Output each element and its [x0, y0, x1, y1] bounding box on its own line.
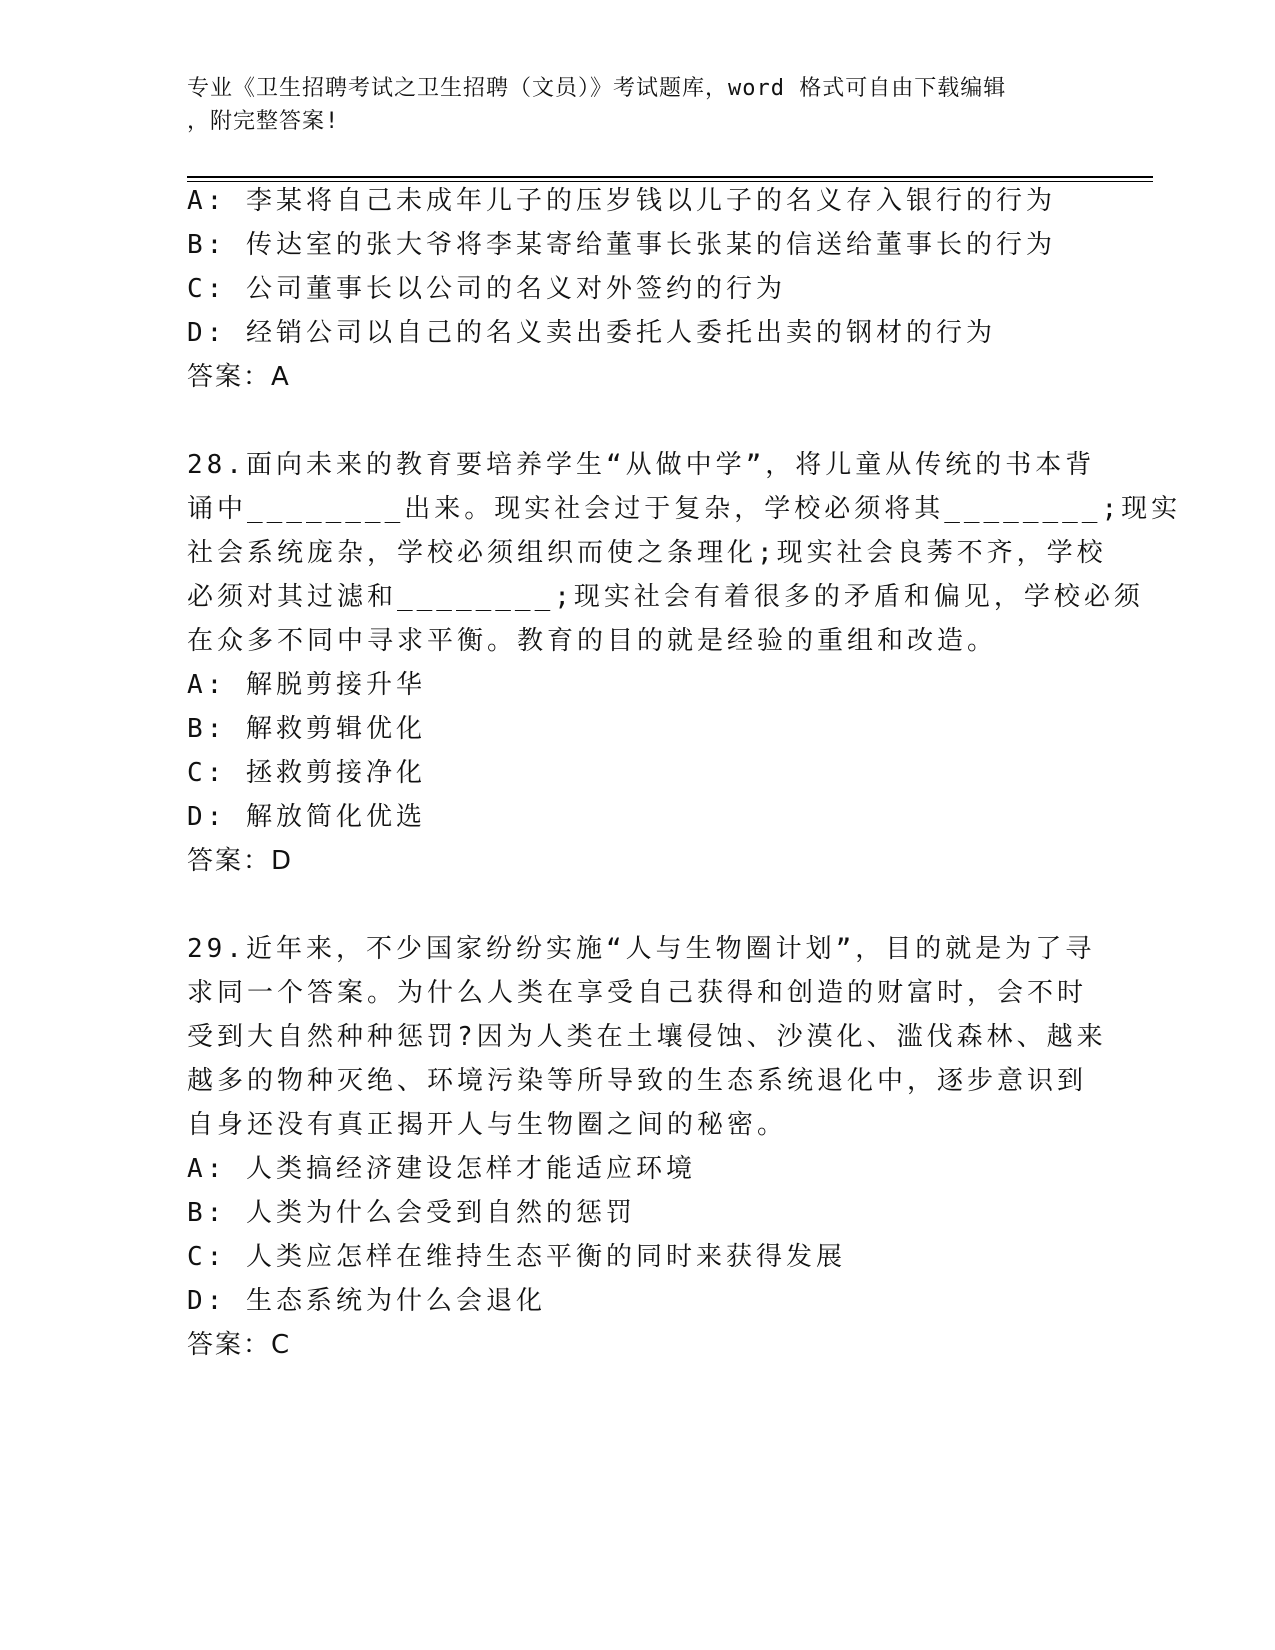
header-divider-thin — [187, 181, 1153, 182]
q28-stem-line-3: 社会系统庞杂，学校必须组织而使之条理化;现实社会良莠不齐，学校 — [187, 538, 1107, 568]
q28-answer: 答案：D — [187, 846, 294, 876]
q29-option-c: C: 人类应怎样在维持生态平衡的同时来获得发展 — [187, 1242, 846, 1272]
q28-option-d: D: 解放简化优选 — [187, 802, 426, 832]
q27-option-c: C: 公司董事长以公司的名义对外签约的行为 — [187, 274, 786, 304]
q28-stem-line-4: 必须对其过滤和________;现实社会有着很多的矛盾和偏见，学校必须 — [187, 582, 1144, 612]
q27-answer: 答案：A — [187, 362, 291, 392]
q28-option-c: C: 拯救剪接净化 — [187, 758, 426, 788]
header-title-line-2: ，附完整答案! — [187, 109, 340, 134]
q28-option-a: A: 解脱剪接升华 — [187, 670, 426, 700]
q28-stem-line-1: 28.面向未来的教育要培养学生“从做中学”，将儿童从传统的书本背 — [187, 450, 1096, 480]
q29-option-b: B: 人类为什么会受到自然的惩罚 — [187, 1198, 636, 1228]
q29-stem-line-2: 求同一个答案。为什么人类在享受自己获得和创造的财富时，会不时 — [187, 978, 1088, 1008]
q27-option-d: D: 经销公司以自己的名义卖出委托人委托出卖的钢材的行为 — [187, 318, 996, 348]
q28-option-b: B: 解救剪辑优化 — [187, 714, 426, 744]
header-divider-thick — [187, 176, 1153, 178]
q29-stem-line-4: 越多的物种灭绝、环境污染等所导致的生态系统退化中，逐步意识到 — [187, 1066, 1088, 1096]
q27-option-a: A: 李某将自己未成年儿子的压岁钱以儿子的名义存入银行的行为 — [187, 186, 1056, 216]
q29-stem-line-1: 29.近年来，不少国家纷纷实施“人与生物圈计划”，目的就是为了寻 — [187, 934, 1096, 964]
document-header — [187, 72, 1087, 138]
header-title-line-1: 专业《卫生招聘考试之卫生招聘（文员）》考试题库，word 格式可自由下载编辑 — [187, 76, 1007, 101]
q29-answer: 答案：C — [187, 1330, 292, 1360]
q29-stem-line-3: 受到大自然种种惩罚?因为人类在土壤侵蚀、沙漠化、滥伐森林、越来 — [187, 1022, 1107, 1052]
q27-option-b: B: 传达室的张大爷将李某寄给董事长张某的信送给董事长的行为 — [187, 230, 1056, 260]
q28-stem-line-5: 在众多不同中寻求平衡。教育的目的就是经验的重组和改造。 — [187, 626, 998, 656]
q29-option-d: D: 生态系统为什么会退化 — [187, 1286, 546, 1316]
q29-option-a: A: 人类搞经济建设怎样才能适应环境 — [187, 1154, 696, 1184]
q28-stem-line-2: 诵中________出来。现实社会过于复杂，学校必须将其________;现实 — [187, 494, 1182, 524]
q29-stem-line-5: 自身还没有真正揭开人与生物圈之间的秘密。 — [187, 1110, 788, 1140]
